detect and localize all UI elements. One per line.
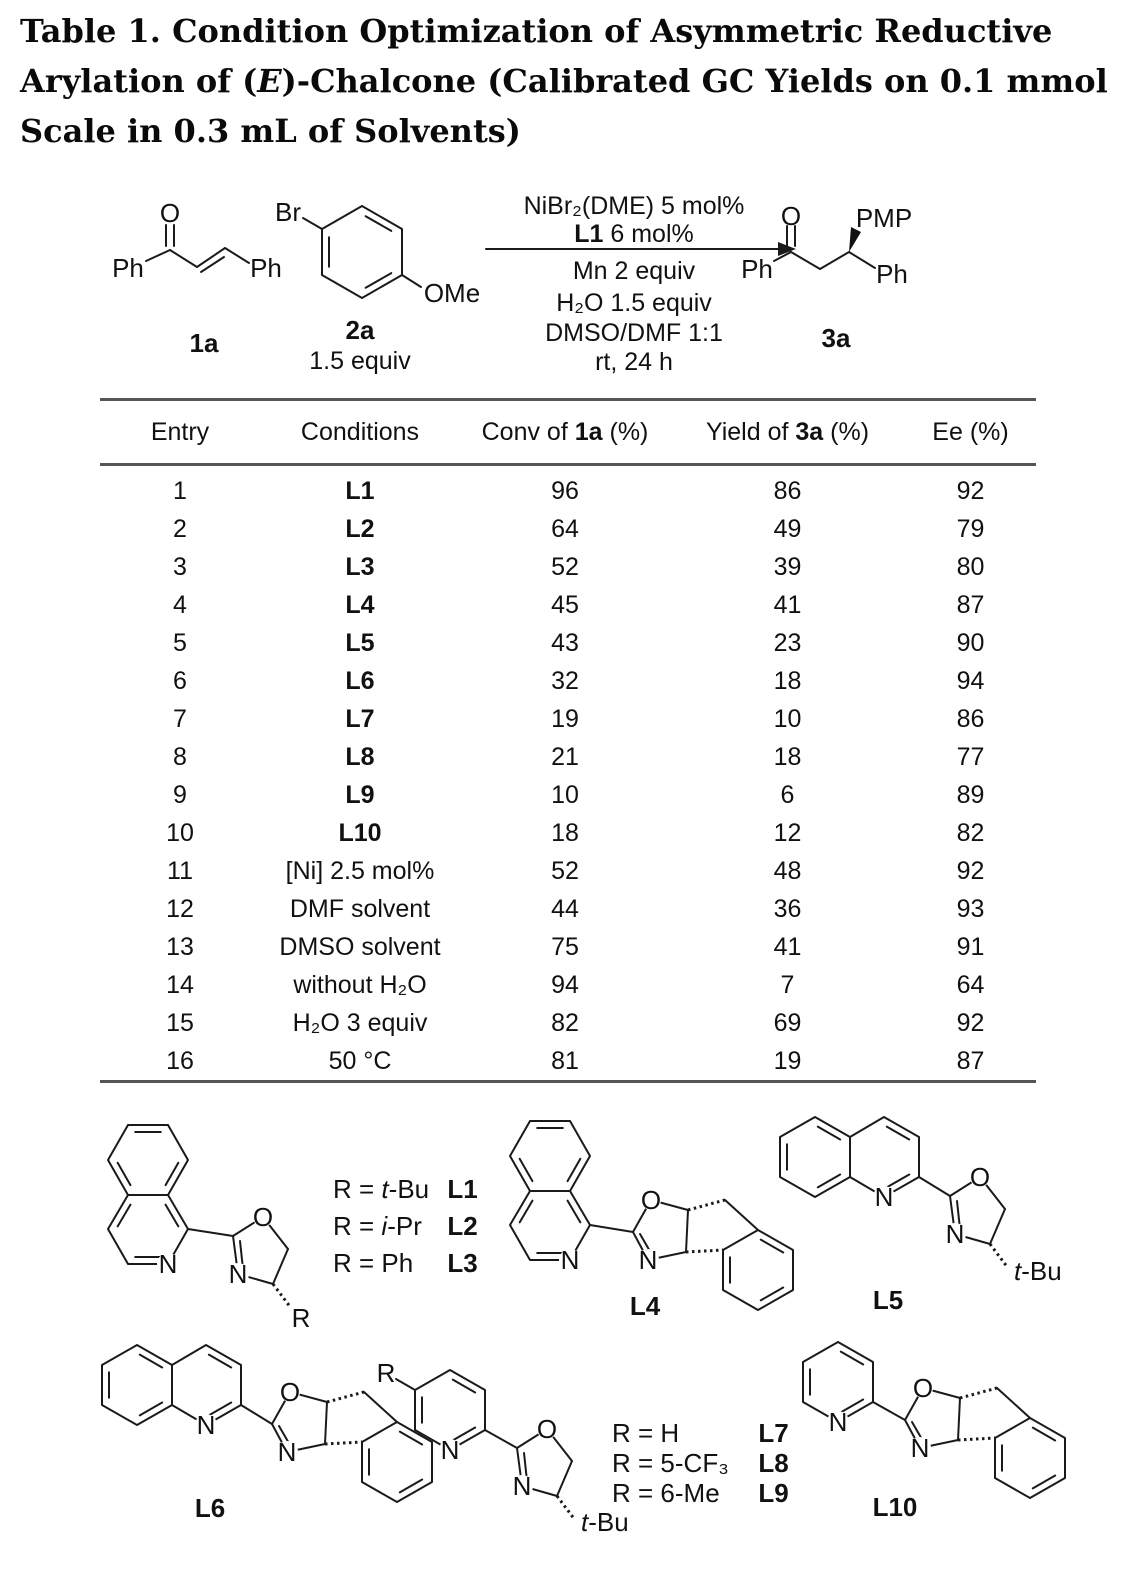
- table-title: [20, 6, 1122, 156]
- cell-ee: 82: [956, 818, 985, 847]
- atom-label-n: N: [440, 1435, 460, 1465]
- cell-ee: 87: [956, 590, 985, 619]
- cell-ee: 87: [956, 1046, 985, 1075]
- cell-conv: 52: [551, 856, 579, 885]
- cell-conditions: L6: [345, 666, 375, 695]
- table-row: [100, 510, 1036, 548]
- atom-label-pmp: PMP: [855, 203, 913, 233]
- title-post: )-Chalcone (Calibrated GC Yields on 0.1 mmol Scale in 0.3 mL of Solvents): [20, 62, 1108, 150]
- atom-label-o: O: [780, 201, 802, 231]
- cell-yield: 39: [773, 552, 802, 581]
- cell-entry: 8: [173, 742, 187, 771]
- table-row: [100, 928, 1036, 966]
- cell-conv: 81: [551, 1046, 579, 1075]
- legend-l7-l9: [612, 1418, 789, 1508]
- cell-entry: 13: [166, 932, 194, 961]
- table-row: [100, 700, 1036, 738]
- table-row: [100, 814, 1036, 852]
- cell-conv: 43: [551, 628, 579, 657]
- cell-conv: 45: [551, 590, 579, 619]
- cell-ee: 92: [956, 476, 985, 505]
- compound-label-2a: 2a: [345, 315, 375, 345]
- cell-ee: 94: [956, 666, 985, 695]
- cell-conditions: L9: [345, 780, 375, 809]
- cell-conv: 94: [551, 970, 579, 999]
- atom-label-r: R: [376, 1358, 396, 1388]
- legend-l1-l3: [333, 1171, 478, 1282]
- cell-ee: 92: [956, 1008, 985, 1037]
- reaction-scheme: [0, 168, 1136, 396]
- cell-yield: 49: [773, 514, 802, 543]
- compound-label-1a: 1a: [189, 328, 219, 358]
- cell-entry: 4: [173, 590, 187, 619]
- ligand-label-l10: L10: [872, 1492, 918, 1522]
- ligand-structures: [0, 1084, 1136, 1584]
- cell-conv: 18: [551, 818, 579, 847]
- cell-conditions: L5: [345, 628, 375, 657]
- cell-entry: 9: [173, 780, 187, 809]
- ligand-label-l5: L5: [872, 1285, 904, 1315]
- ligand-core-l7-l9: [377, 1358, 629, 1537]
- condition-h2o: H₂O 1.5 equiv: [556, 289, 712, 317]
- cell-ee: 91: [956, 932, 985, 961]
- cell-conv: 64: [551, 514, 579, 543]
- cell-ee: 80: [956, 552, 985, 581]
- cell-yield: 18: [773, 666, 802, 695]
- header-row: [100, 400, 1036, 465]
- table-row: [100, 852, 1036, 890]
- table-row: [100, 1004, 1036, 1042]
- ligand-label-l6: L6: [194, 1493, 226, 1523]
- table-row: [100, 586, 1036, 624]
- condition-temp-time: rt, 24 h: [595, 348, 673, 376]
- atom-label-o: O: [912, 1373, 934, 1403]
- cell-ee: 77: [956, 742, 985, 771]
- results-table-body: [100, 465, 1036, 1082]
- cell-yield: 86: [773, 476, 802, 505]
- col-entry: Entry: [100, 400, 260, 465]
- cell-ee: 93: [956, 894, 985, 923]
- cell-conv: 44: [551, 894, 579, 923]
- cell-yield: 36: [773, 894, 802, 923]
- legend-line: R = 5-CF₃ L8: [612, 1448, 789, 1478]
- atom-label-o: O: [536, 1414, 558, 1444]
- atom-label-n: N: [828, 1407, 848, 1437]
- cell-ee: 86: [956, 704, 985, 733]
- cell-conditions: without H₂O: [293, 970, 427, 999]
- atom-label-n: N: [228, 1259, 248, 1289]
- cell-ee: 90: [956, 628, 985, 657]
- tbu-label: t-Bu: [581, 1507, 629, 1537]
- cell-conv: 32: [551, 666, 579, 695]
- table-row: [100, 548, 1036, 586]
- cell-entry: 11: [167, 856, 193, 885]
- cell-ee: 64: [956, 970, 985, 999]
- atom-label-n: N: [277, 1437, 297, 1467]
- cell-yield: 48: [773, 856, 802, 885]
- cell-yield: 18: [773, 742, 802, 771]
- cell-conv: 75: [551, 932, 579, 961]
- atom-label-n: N: [874, 1182, 894, 1212]
- cell-yield: 41: [773, 590, 802, 619]
- cell-yield: 6: [780, 780, 795, 809]
- atom-label-ph-left: Ph: [741, 254, 773, 284]
- atom-label-n: N: [512, 1471, 532, 1501]
- cell-entry: 6: [173, 666, 187, 695]
- molecule-3a: [741, 201, 912, 353]
- cell-conv: 10: [551, 780, 579, 809]
- equiv-label-2a: 1.5 equiv: [309, 347, 411, 375]
- table-row: [100, 624, 1036, 662]
- cell-yield: 10: [773, 704, 802, 733]
- atom-label-n: N: [945, 1219, 965, 1249]
- cell-conv: 21: [551, 742, 579, 771]
- condition-mn: Mn 2 equiv: [572, 257, 696, 285]
- cell-ee: 79: [956, 514, 985, 543]
- ligand-l1-rest: 6 mol%: [603, 220, 694, 248]
- atom-label-ph-left: Ph: [112, 253, 144, 283]
- cell-conditions: L10: [338, 818, 382, 847]
- cell-conditions: 50 °C: [328, 1046, 392, 1075]
- cell-conv: 19: [551, 704, 579, 733]
- atom-label-r: R: [291, 1303, 311, 1333]
- cell-ee: 92: [956, 856, 985, 885]
- cell-yield: 41: [773, 932, 802, 961]
- atom-label-n: N: [638, 1245, 658, 1275]
- cell-yield: 19: [773, 1046, 802, 1075]
- cell-conditions: L2: [345, 514, 375, 543]
- atom-label-o: O: [279, 1377, 301, 1407]
- cell-conditions: DMF solvent: [289, 894, 431, 923]
- legend-line: R = Ph L3: [333, 1248, 478, 1278]
- title-pre: Table 1. Condition Optimization of Asymmetric Reductive Arylation of (: [20, 12, 1053, 100]
- table-row: [100, 966, 1036, 1004]
- ligand-l1-bold: L1: [574, 220, 604, 248]
- atom-label-n: N: [158, 1249, 178, 1279]
- ligand-label-l4: L4: [629, 1291, 661, 1321]
- cell-entry: 3: [173, 552, 187, 581]
- atom-label-n: N: [196, 1410, 216, 1440]
- cell-conditions: H₂O 3 equiv: [292, 1008, 428, 1037]
- cell-conv: 82: [551, 1008, 579, 1037]
- ligand-core-l1-l3: [108, 1125, 310, 1333]
- cell-conditions: L4: [345, 590, 375, 619]
- table-row: [100, 1042, 1036, 1082]
- atom-label-ome: OMe: [423, 278, 481, 308]
- cell-conditions: L1: [345, 476, 375, 505]
- legend-line: R = t-Bu L1: [333, 1174, 478, 1204]
- col-ee: Ee (%): [905, 400, 1036, 465]
- ligand-l10: [803, 1342, 1065, 1522]
- atom-label-n: N: [560, 1245, 580, 1275]
- tbu-label: t-Bu: [1014, 1256, 1062, 1286]
- atom-label-ph-right: Ph: [876, 259, 908, 289]
- cell-conditions: L8: [345, 742, 375, 771]
- cell-conditions: L7: [345, 704, 375, 733]
- cell-conditions: DMSO solvent: [279, 932, 441, 961]
- col-conditions: Conditions: [260, 400, 460, 465]
- cell-entry: 14: [166, 970, 194, 999]
- atom-label-br: Br: [275, 197, 301, 227]
- table-row: [100, 465, 1036, 511]
- cell-entry: 7: [173, 704, 187, 733]
- cell-conditions: L3: [345, 552, 375, 581]
- table-row: [100, 662, 1036, 700]
- atom-label-o: O: [969, 1162, 991, 1192]
- table-row: [100, 776, 1036, 814]
- cell-entry: 16: [166, 1046, 194, 1075]
- atom-label-o: O: [159, 198, 181, 228]
- cell-entry: 15: [166, 1008, 194, 1037]
- legend-line: R = 6-Me L9: [612, 1478, 789, 1508]
- catalyst-line-1: NiBr₂(DME) 5 mol%: [523, 192, 745, 220]
- cell-yield: 23: [773, 628, 802, 657]
- table-row: [100, 738, 1036, 776]
- cell-entry: 10: [166, 818, 194, 847]
- cell-entry: 1: [173, 476, 187, 505]
- compound-label-3a: 3a: [821, 323, 851, 353]
- table-row: [100, 890, 1036, 928]
- condition-solvent: DMSO/DMF 1:1: [545, 319, 723, 347]
- cell-yield: 7: [780, 970, 795, 999]
- atom-label-o: O: [640, 1185, 662, 1215]
- results-table: [100, 398, 1036, 1083]
- cell-yield: 12: [773, 818, 802, 847]
- ligand-l4: [510, 1121, 793, 1321]
- col-conv: Conv of 1a (%): [460, 400, 670, 465]
- cell-entry: 2: [173, 514, 187, 543]
- col-yield: Yield of 3a (%): [670, 400, 905, 465]
- atom-label-o: O: [252, 1202, 274, 1232]
- cell-conditions: [Ni] 2.5 mol%: [285, 856, 435, 885]
- cell-entry: 12: [166, 894, 194, 923]
- atom-label-ph-right: Ph: [250, 253, 282, 283]
- cell-entry: 5: [173, 628, 187, 657]
- cell-ee: 89: [956, 780, 985, 809]
- legend-line: R = H L7: [612, 1418, 789, 1448]
- cell-conv: 52: [551, 552, 579, 581]
- cell-yield: 69: [773, 1008, 802, 1037]
- molecule-1a: [112, 198, 282, 358]
- ligand-l5: [780, 1117, 1062, 1315]
- catalyst-line-2: [574, 220, 694, 248]
- molecule-2a: [275, 197, 480, 375]
- title-italic-e: E: [257, 62, 282, 100]
- atom-label-n: N: [910, 1433, 930, 1463]
- reaction-arrow: [486, 192, 796, 376]
- cell-conv: 96: [551, 476, 579, 505]
- legend-line: R = i-Pr L2: [333, 1211, 478, 1241]
